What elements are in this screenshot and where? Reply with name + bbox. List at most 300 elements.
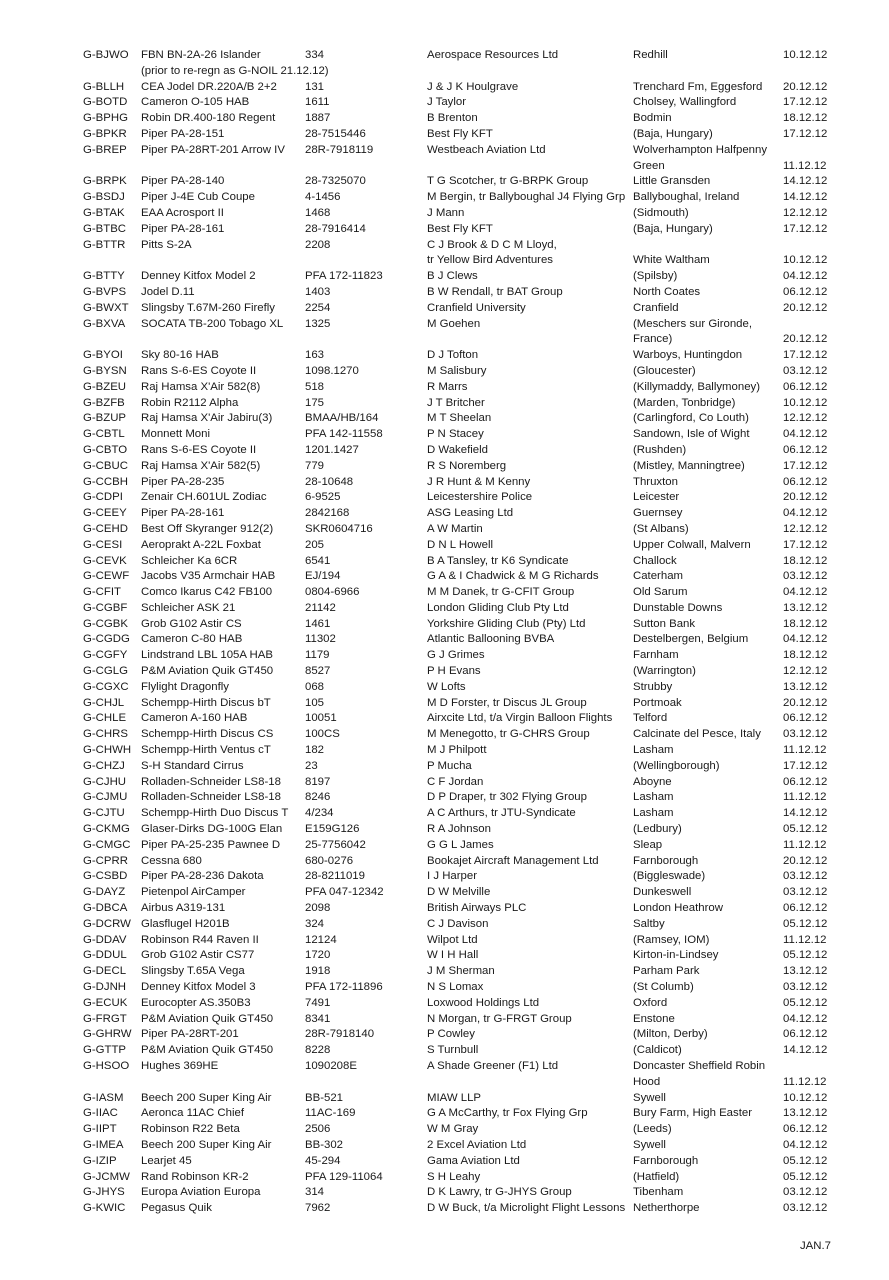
base-cell: Portmoak xyxy=(633,696,682,709)
base-cell: Challock xyxy=(633,554,677,567)
owner-cell: M M Danek, tr G-CFIT Group xyxy=(427,586,575,599)
owner-cell xyxy=(427,238,557,270)
owner-cell: R S Noremberg xyxy=(427,459,507,472)
serial-number-cell: 1325 xyxy=(305,317,331,330)
owner-cell: Westbeach Aviation Ltd xyxy=(427,143,546,156)
owner-cell: I J Harper xyxy=(427,870,478,883)
aircraft-type-cell: Cessna 680 xyxy=(141,854,202,867)
aircraft-type-cell: Piper PA-28-235 xyxy=(141,475,225,488)
serial-number-cell: 21142 xyxy=(305,601,336,614)
date-cell: 05.12.12 xyxy=(783,996,828,1009)
date-cell: 04.12.12 xyxy=(783,1138,828,1151)
base-cell: (Hatfield) xyxy=(633,1170,680,1183)
date-cell: 18.12.12 xyxy=(783,554,828,567)
date-cell: 14.12.12 xyxy=(783,1044,828,1057)
base-cell: Parham Park xyxy=(633,965,700,978)
owner-cell: T G Scotcher, tr G-BRPK Group xyxy=(427,175,589,188)
date-cell: 13.12.12 xyxy=(783,601,828,614)
base-cell: Thruxton xyxy=(633,475,678,488)
table-row xyxy=(83,680,843,696)
base-cell: (Baja, Hungary) xyxy=(633,127,713,140)
table-row xyxy=(83,396,843,412)
owner-cell: J T Britcher xyxy=(427,396,485,409)
registration-cell: G-DJNH xyxy=(83,981,127,994)
date-cell: 04.12.12 xyxy=(783,586,828,599)
owner-cell: P H Evans xyxy=(427,665,481,678)
aircraft-type-cell: Glaser-Dirks DG-100G Elan xyxy=(141,823,283,836)
registration-cell: G-CJHU xyxy=(83,775,127,788)
table-row xyxy=(83,143,843,175)
registration-cell: G-GHRW xyxy=(83,1028,132,1041)
serial-number-cell: 105 xyxy=(305,696,325,709)
table-row xyxy=(83,617,843,633)
owner-cell: D J Tofton xyxy=(427,349,479,362)
registration-cell: G-CJMU xyxy=(83,791,128,804)
serial-number-cell: BB-302 xyxy=(305,1138,343,1151)
aircraft-type-cell: Schempp-Hirth Ventus cT xyxy=(141,744,271,757)
base-cell: Oxford xyxy=(633,996,668,1009)
date-cell: 10.12.12 xyxy=(783,254,828,267)
base-cell: (Ledbury) xyxy=(633,823,682,836)
aircraft-type-cell: Piper PA-28-151 xyxy=(141,127,225,140)
owner-line-2: tr Yellow Bird Adventures xyxy=(427,254,554,267)
aircraft-type-cell: Schempp-Hirth Duo Discus T xyxy=(141,807,289,820)
date-cell: 06.12.12 xyxy=(783,775,828,788)
aircraft-type-cell: Comco Ikarus C42 FB100 xyxy=(141,586,273,599)
registration-cell: G-BTTY xyxy=(83,270,125,283)
base-cell: Lasham xyxy=(633,744,674,757)
date-cell: 06.12.12 xyxy=(783,380,828,393)
aircraft-type-cell: Grob G102 Astir CS xyxy=(141,617,242,630)
base-cell: White Waltham xyxy=(633,254,710,267)
date-cell: 17.12.12 xyxy=(783,127,828,140)
table-row xyxy=(83,1185,843,1201)
registration-cell: G-BOTD xyxy=(83,96,128,109)
aircraft-type-cell: Rolladen-Schneider LS8-18 xyxy=(141,775,281,788)
owner-cell: W M Gray xyxy=(427,1123,479,1136)
base-cell: (Wellingborough) xyxy=(633,759,720,772)
serial-number-cell: 2842168 xyxy=(305,507,350,520)
date-cell: 12.12.12 xyxy=(783,206,828,219)
aircraft-type-cell: Jodel D.11 xyxy=(141,285,195,298)
registration-cell: G-IIAC xyxy=(83,1107,118,1120)
owner-cell: D N L Howell xyxy=(427,538,494,551)
aircraft-type-cell: Beech 200 Super King Air xyxy=(141,1091,272,1104)
registration-cell: G-CKMG xyxy=(83,823,130,836)
base-cell: Warboys, Huntingdon xyxy=(633,349,743,362)
table-row xyxy=(83,901,843,917)
registration-cell: G-BYSN xyxy=(83,364,127,377)
aircraft-type-cell: Aeroprakt A-22L Foxbat xyxy=(141,538,261,551)
date-cell: 11.12.12 xyxy=(783,1075,827,1088)
owner-cell: M Bergin, tr Ballyboughal J4 Flying Grp xyxy=(427,191,626,204)
base-cell: Lasham xyxy=(633,807,674,820)
owner-cell: B Brenton xyxy=(427,112,478,125)
base-cell: Cranfield xyxy=(633,301,679,314)
base-cell: (Ramsey, IOM) xyxy=(633,933,710,946)
serial-number-cell: 45-294 xyxy=(305,1154,341,1167)
date-cell: 20.12.12 xyxy=(783,491,828,504)
serial-number-cell: 1468 xyxy=(305,206,331,219)
owner-cell: B W Rendall, tr BAT Group xyxy=(427,285,563,298)
registration-cell: G-IASM xyxy=(83,1091,124,1104)
aircraft-type-cell: Pietenpol AirCamper xyxy=(141,886,246,899)
aircraft-type-cell: EAA Acrosport II xyxy=(141,206,224,219)
date-cell: 05.12.12 xyxy=(783,917,828,930)
base-cell: Cholsey, Wallingford xyxy=(633,96,737,109)
aircraft-type-cell: Pitts S-2A xyxy=(141,238,192,251)
registration-cell: G-BYOI xyxy=(83,349,123,362)
owner-cell: D W Buck, t/a Microlight Flight Lessons xyxy=(427,1202,626,1215)
registration-cell: G-BZEU xyxy=(83,380,127,393)
table-row xyxy=(83,269,843,285)
date-cell: 03.12.12 xyxy=(783,886,828,899)
table-row xyxy=(83,759,843,775)
aircraft-type-cell: Sky 80-16 HAB xyxy=(141,349,219,362)
date-cell: 04.12.12 xyxy=(783,633,828,646)
serial-number-cell: 182 xyxy=(305,744,325,757)
serial-number-cell: 28R-7918119 xyxy=(305,143,374,156)
aircraft-type-cell: Beech 200 Super King Air xyxy=(141,1138,272,1151)
registration-cell: G-HSOO xyxy=(83,1060,130,1072)
date-cell: 06.12.12 xyxy=(783,443,828,456)
table-row xyxy=(83,506,843,522)
registration-cell: G-CESI xyxy=(83,538,123,551)
owner-cell: Yorkshire Gliding Club (Pty) Ltd xyxy=(427,617,586,630)
registration-cell: G-CMGC xyxy=(83,838,131,851)
table-row xyxy=(83,490,843,506)
serial-number-cell: 1720 xyxy=(305,949,331,962)
date-cell: 06.12.12 xyxy=(783,1123,828,1136)
owner-cell: G G L James xyxy=(427,838,494,851)
owner-cell: N Morgan, tr G-FRGT Group xyxy=(427,1012,572,1025)
base-cell: (Meschers sur Gironde, France) xyxy=(633,317,753,346)
serial-number-cell: 8527 xyxy=(305,665,331,678)
owner-cell: J Mann xyxy=(427,206,465,219)
registration-cell: G-BZUP xyxy=(83,412,127,425)
aircraft-type-cell: Cameron A-160 HAB xyxy=(141,712,248,725)
date-cell: 03.12.12 xyxy=(783,1202,828,1215)
table-row xyxy=(83,964,843,980)
aircraft-type-cell: Piper PA-28RT-201 Arrow IV xyxy=(141,143,285,156)
date-cell: 14.12.12 xyxy=(783,807,828,820)
base-cell: Dunkeswell xyxy=(633,886,692,899)
table-row xyxy=(83,1170,843,1186)
serial-number-cell: 1098.1270 xyxy=(305,364,359,377)
date-cell: 18.12.12 xyxy=(783,617,828,630)
date-cell: 20.12.12 xyxy=(783,80,828,93)
base-cell: Bodmin xyxy=(633,112,672,125)
serial-number-cell: 28-7325070 xyxy=(305,175,366,188)
base-cell: Sleap xyxy=(633,838,663,851)
owner-cell: A Shade Greener (F1) Ltd xyxy=(427,1060,559,1072)
table-row xyxy=(83,632,843,648)
table-row xyxy=(83,127,843,143)
base-cell: Sywell xyxy=(633,1091,666,1104)
serial-number-cell: 068 xyxy=(305,680,325,693)
table-row xyxy=(83,301,843,317)
owner-cell: P Mucha xyxy=(427,759,472,772)
table-row xyxy=(83,869,843,885)
base-cell: Strubby xyxy=(633,680,673,693)
owner-cell: C J Davison xyxy=(427,917,489,930)
registration-cell: G-FRGT xyxy=(83,1012,127,1025)
table-row xyxy=(83,1106,843,1122)
table-row xyxy=(83,238,843,270)
base-cell: Doncaster Sheffield Robin Hood xyxy=(633,1060,766,1088)
table-row xyxy=(83,190,843,206)
date-cell: 14.12.12 xyxy=(783,175,828,188)
aircraft-type-cell: Monnett Moni xyxy=(141,428,211,441)
owner-cell: London Gliding Club Pty Ltd xyxy=(427,601,569,614)
registration-cell: G-KWIC xyxy=(83,1202,126,1215)
registration-cell: G-CFIT xyxy=(83,586,121,599)
date-cell: 20.12.12 xyxy=(783,333,828,346)
aircraft-type-cell: Slingsby T.65A Vega xyxy=(141,965,245,978)
serial-number-cell: 2208 xyxy=(305,238,331,251)
date-cell: 03.12.12 xyxy=(783,570,828,583)
registration-cell: G-JHYS xyxy=(83,1186,125,1199)
owner-cell: D K Lawry, tr G-JHYS Group xyxy=(427,1186,572,1199)
owner-cell: G J Grimes xyxy=(427,649,485,662)
aircraft-type-cell: Piper PA-25-235 Pawnee D xyxy=(141,838,281,851)
table-row xyxy=(83,317,843,349)
owner-cell: M Goehen xyxy=(427,317,481,330)
aircraft-type-cell: CEA Jodel DR.220A/B 2+2 xyxy=(141,80,277,93)
aircraft-type-cell: Best Off Skyranger 912(2) xyxy=(141,522,274,535)
table-row xyxy=(83,648,843,664)
table-row xyxy=(83,1043,843,1059)
aircraft-type-cell: Airbus A319-131 xyxy=(141,902,226,915)
aircraft-type-cell: Lindstrand LBL 105A HAB xyxy=(141,649,273,662)
table-row xyxy=(83,806,843,822)
base-cell: Dunstable Downs xyxy=(633,601,723,614)
aircraft-type-cell: Robin DR.400-180 Regent xyxy=(141,112,276,125)
serial-number-cell: SKR0604716 xyxy=(305,522,373,535)
date-cell: 06.12.12 xyxy=(783,285,828,298)
date-cell: 06.12.12 xyxy=(783,475,828,488)
serial-number-cell: 7491 xyxy=(305,996,331,1009)
owner-cell: S Turnbull xyxy=(427,1044,479,1057)
serial-number-cell: 4/234 xyxy=(305,807,334,820)
base-cell: Caterham xyxy=(633,570,684,583)
serial-number-cell: E159G126 xyxy=(305,823,360,836)
registration-cell: G-CEHD xyxy=(83,522,128,535)
serial-number-cell: EJ/194 xyxy=(305,570,341,583)
base-cell: (Baja, Hungary) xyxy=(633,222,713,235)
serial-number-cell: 6-9525 xyxy=(305,491,341,504)
row-note: (prior to re-regn as G-NOIL 21.12.12) xyxy=(141,64,329,77)
serial-number-cell: PFA 047-12342 xyxy=(305,886,384,899)
date-cell: 17.12.12 xyxy=(783,222,828,235)
owner-cell: J Taylor xyxy=(427,96,467,109)
aircraft-type-cell: Cameron O-105 HAB xyxy=(141,96,250,109)
owner-cell: J M Sherman xyxy=(427,965,495,978)
owner-cell: G A & I Chadwick & M G Richards xyxy=(427,570,599,583)
table-row xyxy=(83,838,843,854)
base-cell: Ballyboughal, Ireland xyxy=(633,191,740,204)
serial-number-cell: 4-1456 xyxy=(305,191,341,204)
date-cell: 18.12.12 xyxy=(783,649,828,662)
aircraft-type-cell: S-H Standard Cirrus xyxy=(141,759,244,772)
owner-line-1: C J Brook & D C M Lloyd, xyxy=(427,238,557,251)
serial-number-cell: 2254 xyxy=(305,301,331,314)
base-cell: Destelbergen, Belgium xyxy=(633,633,749,646)
serial-number-cell: BB-521 xyxy=(305,1091,343,1104)
registration-cell: G-CHLE xyxy=(83,712,127,725)
date-cell: 11.12.12 xyxy=(783,159,827,172)
owner-cell: Airxcite Ltd, t/a Virgin Balloon Flights xyxy=(427,712,613,725)
aircraft-type-cell: Raj Hamsa X'Air 582(5) xyxy=(141,459,261,472)
date-cell: 17.12.12 xyxy=(783,96,828,109)
owner-cell: J R Hunt & M Kenny xyxy=(427,475,531,488)
registration-cell: G-BRPK xyxy=(83,175,127,188)
owner-cell: S H Leahy xyxy=(427,1170,481,1183)
date-cell: 04.12.12 xyxy=(783,1012,828,1025)
serial-number-cell: 11302 xyxy=(305,633,336,646)
base-cell: Sutton Bank xyxy=(633,617,696,630)
table-row xyxy=(83,854,843,870)
registration-cell: G-CJTU xyxy=(83,807,125,820)
owner-cell: G A McCarthy, tr Fox Flying Grp xyxy=(427,1107,588,1120)
registration-cell: G-CGXC xyxy=(83,680,129,693)
base-cell: (Marden, Tonbridge) xyxy=(633,396,736,409)
registration-cell: G-BTBC xyxy=(83,222,127,235)
registration-cell: G-CHWH xyxy=(83,744,132,757)
aircraft-type-cell: Schleicher ASK 21 xyxy=(141,601,236,614)
owner-cell: D P Draper, tr 302 Flying Group xyxy=(427,791,587,804)
registration-cell: G-BSDJ xyxy=(83,191,125,204)
aircraft-type-cell: Eurocopter AS.350B3 xyxy=(141,996,251,1009)
serial-number-cell: 7962 xyxy=(305,1202,331,1215)
serial-number-cell: 680-0276 xyxy=(305,854,354,867)
aircraft-type-cell: Grob G102 Astir CS77 xyxy=(141,949,255,962)
serial-number-cell: 1403 xyxy=(305,285,331,298)
table-row xyxy=(83,1012,843,1028)
aircraft-type-cell: Schleicher Ka 6CR xyxy=(141,554,238,567)
owner-cell: M Menegotto, tr G-CHRS Group xyxy=(427,728,590,741)
date-cell: 13.12.12 xyxy=(783,1107,828,1120)
registration-cell: G-BTAK xyxy=(83,206,125,219)
aircraft-type-cell: Glasflugel H201B xyxy=(141,917,230,930)
registration-cell: G-CSBD xyxy=(83,870,128,883)
date-cell: 13.12.12 xyxy=(783,965,828,978)
base-cell: Redhill xyxy=(633,49,668,61)
registration-cell: G-BTTR xyxy=(83,238,126,251)
owner-cell: A C Arthurs, tr JTU-Syndicate xyxy=(427,807,576,820)
base-cell: (Caldicot) xyxy=(633,1044,682,1057)
owner-cell: MIAW LLP xyxy=(427,1091,482,1104)
table-row xyxy=(83,1122,843,1138)
serial-number-cell: 2098 xyxy=(305,902,331,915)
registration-cell: G-DDUL xyxy=(83,949,127,962)
date-cell: 20.12.12 xyxy=(783,301,828,314)
serial-number-cell: 23 xyxy=(305,759,318,772)
serial-number-cell: 1918 xyxy=(305,965,331,978)
registration-cell: G-BLLH xyxy=(83,80,125,93)
table-row xyxy=(83,933,843,949)
serial-number-cell: 8341 xyxy=(305,1012,331,1025)
table-row xyxy=(83,1059,843,1091)
serial-number-cell: 1461 xyxy=(305,617,331,630)
owner-cell: R A Johnson xyxy=(427,823,491,836)
registration-cell: G-JCMW xyxy=(83,1170,130,1183)
owner-cell: Best Fly KFT xyxy=(427,127,493,140)
date-cell: 17.12.12 xyxy=(783,459,828,472)
aircraft-type-cell: Piper PA-28-161 xyxy=(141,222,225,235)
date-cell: 20.12.12 xyxy=(783,696,828,709)
serial-number-cell: PFA 129-11064 xyxy=(305,1170,383,1183)
serial-number-cell: 334 xyxy=(305,49,325,61)
table-row xyxy=(83,1154,843,1170)
date-cell: 05.12.12 xyxy=(783,1170,828,1183)
serial-number-cell: 25-7756042 xyxy=(305,838,366,851)
serial-number-cell: 205 xyxy=(305,538,325,551)
base-cell: (St Columb) xyxy=(633,981,694,994)
table-row xyxy=(83,222,843,238)
registration-cell: G-CHRS xyxy=(83,728,128,741)
table-row xyxy=(83,380,843,396)
date-cell: 10.12.12 xyxy=(783,396,828,409)
aircraft-type-cell: Europa Aviation Europa xyxy=(141,1186,261,1199)
base-cell: Sywell xyxy=(633,1138,666,1151)
base-cell: Calcinate del Pesce, Italy xyxy=(633,728,761,741)
serial-number-cell: 1201.1427 xyxy=(305,443,359,456)
base-cell: (Sidmouth) xyxy=(633,206,689,219)
date-cell: 03.12.12 xyxy=(783,870,828,883)
table-row xyxy=(83,569,843,585)
date-cell: 17.12.12 xyxy=(783,538,828,551)
serial-number-cell: 28-7515446 xyxy=(305,127,366,140)
table-row xyxy=(83,996,843,1012)
owner-cell: C F Jordan xyxy=(427,775,484,788)
date-cell: 06.12.12 xyxy=(783,1028,828,1041)
owner-cell: D Wakefield xyxy=(427,443,488,456)
owner-cell: Leicestershire Police xyxy=(427,491,533,504)
registration-cell: G-BXVA xyxy=(83,317,126,330)
owner-cell: Gama Aviation Ltd xyxy=(427,1154,520,1167)
base-cell: (St Albans) xyxy=(633,522,689,535)
serial-number-cell: 314 xyxy=(305,1186,325,1199)
owner-cell: J & J K Houlgrave xyxy=(427,80,519,93)
table-row xyxy=(83,664,843,680)
date-cell: 04.12.12 xyxy=(783,507,828,520)
serial-number-cell: PFA 172-11823 xyxy=(305,270,383,283)
serial-number-cell: 8228 xyxy=(305,1044,331,1057)
serial-number-cell: 163 xyxy=(305,349,325,362)
aircraft-type-cell: Jacobs V35 Armchair HAB xyxy=(141,570,276,583)
date-cell: 05.12.12 xyxy=(783,949,828,962)
date-cell: 05.12.12 xyxy=(783,1154,828,1167)
date-cell: 10.12.12 xyxy=(783,1091,828,1104)
aircraft-type-cell: Flylight Dragonfly xyxy=(141,680,229,693)
registration-cell: G-DAYZ xyxy=(83,886,126,899)
owner-cell: W Lofts xyxy=(427,680,466,693)
base-cell: (Biggleswade) xyxy=(633,870,706,883)
aircraft-type-cell: Zenair CH.601UL Zodiac xyxy=(141,491,267,504)
registration-cell: G-DECL xyxy=(83,965,127,978)
base-cell: Guernsey xyxy=(633,507,683,520)
serial-number-cell: 12124 xyxy=(305,933,337,946)
table-row xyxy=(83,427,843,443)
registration-cell: G-DDAV xyxy=(83,933,127,946)
registration-cell: G-CEEY xyxy=(83,507,127,520)
owner-cell: Wilpot Ltd xyxy=(427,933,478,946)
base-cell: (Mistley, Manningtree) xyxy=(633,459,745,472)
aircraft-type-cell: Denney Kitfox Model 3 xyxy=(141,981,256,994)
registration-cell: G-GTTP xyxy=(83,1044,127,1057)
table-row xyxy=(83,48,843,80)
